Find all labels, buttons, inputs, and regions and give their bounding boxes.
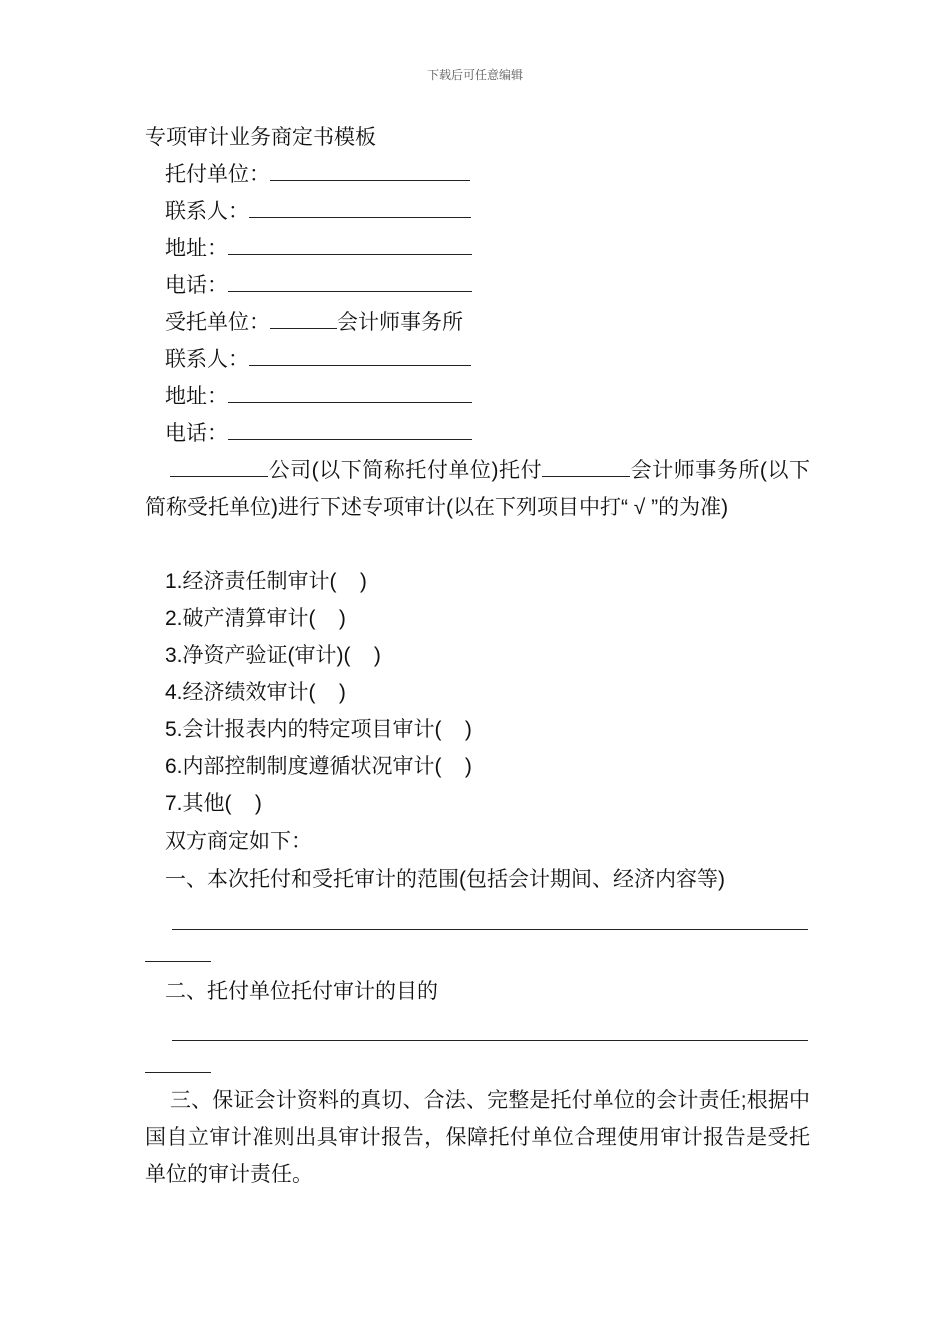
client-phone-row [165,273,472,298]
client-phone-blank[interactable] [228,273,472,292]
accepting-phone-label: 电话： [165,422,228,445]
accepting-contact-blank[interactable] [249,347,471,366]
accepting-unit-blank[interactable] [270,310,337,329]
client-contact-label: 联系人： [165,200,249,223]
accepting-address-label: 地址： [165,385,228,408]
page-header: 下载后可任意编辑 [426,68,523,82]
section-1-answer-line-end[interactable] [145,961,211,962]
section-3-paragraph: 三、保证会计资料的真切、合法、完整是托付单位的会计责任;根据中国自立审计准则出具审计报告，保障托付单位合理使用审计报告是受托单位的审计责任。 [145,1089,810,1186]
accepting-unit-label: 受托单位： [165,311,270,334]
accepting-address-row [165,384,472,409]
list-item: 3.净资产验证(审计)( ) [165,644,381,667]
intro-company-blank[interactable] [170,458,268,477]
accepting-address-blank[interactable] [228,384,472,403]
client-contact-blank[interactable] [249,199,471,218]
client-unit-blank[interactable] [270,162,470,181]
section-2-answer-line-end[interactable] [145,1072,211,1073]
section-2-answer-line[interactable] [172,1040,808,1041]
document-title: 专项审计业务商定书模板 [145,126,376,149]
section-2-heading: 二、托付单位托付审计的目的 [165,980,438,1003]
client-contact-row [165,199,471,224]
list-item: 4.经济绩效审计( ) [165,681,346,704]
list-item: 1.经济责任制审计( ) [165,570,367,593]
section-1-answer-line[interactable] [172,929,808,930]
client-address-row [165,236,472,261]
client-address-label: 地址： [165,237,228,260]
list-item: 6.内部控制制度遵循状况审计( ) [165,755,472,778]
list-item: 2.破产清算审计( ) [165,607,346,630]
client-unit-label: 托付单位： [165,163,270,186]
intro-part1: 公司(以下简称托付单位)托付 [268,459,543,482]
list-item: 7.其他( ) [165,792,262,815]
accepting-unit-row [165,310,463,335]
accepting-phone-row [165,421,472,446]
intro-paragraph [145,452,810,526]
intro-part2: 会计师事务所(以下简称受托单位)进行下述专项审计(以在下列项目中打“ √ ”的为准) [145,459,810,519]
client-unit-row [165,162,470,187]
list-item: 5.会计报表内的特定项目审计( ) [165,718,472,741]
accepting-contact-label: 联系人： [165,348,249,371]
accepting-contact-row [165,347,471,372]
intro-firm-blank[interactable] [542,458,630,477]
section-1-heading: 一、本次托付和受托审计的范围(包括会计期间、经济内容等) [165,868,725,891]
accepting-unit-suffix: 会计师事务所 [337,311,463,334]
agreed-heading: 双方商定如下： [165,830,312,853]
accepting-phone-blank[interactable] [228,421,472,440]
client-phone-label: 电话： [165,274,228,297]
client-address-blank[interactable] [228,236,472,255]
